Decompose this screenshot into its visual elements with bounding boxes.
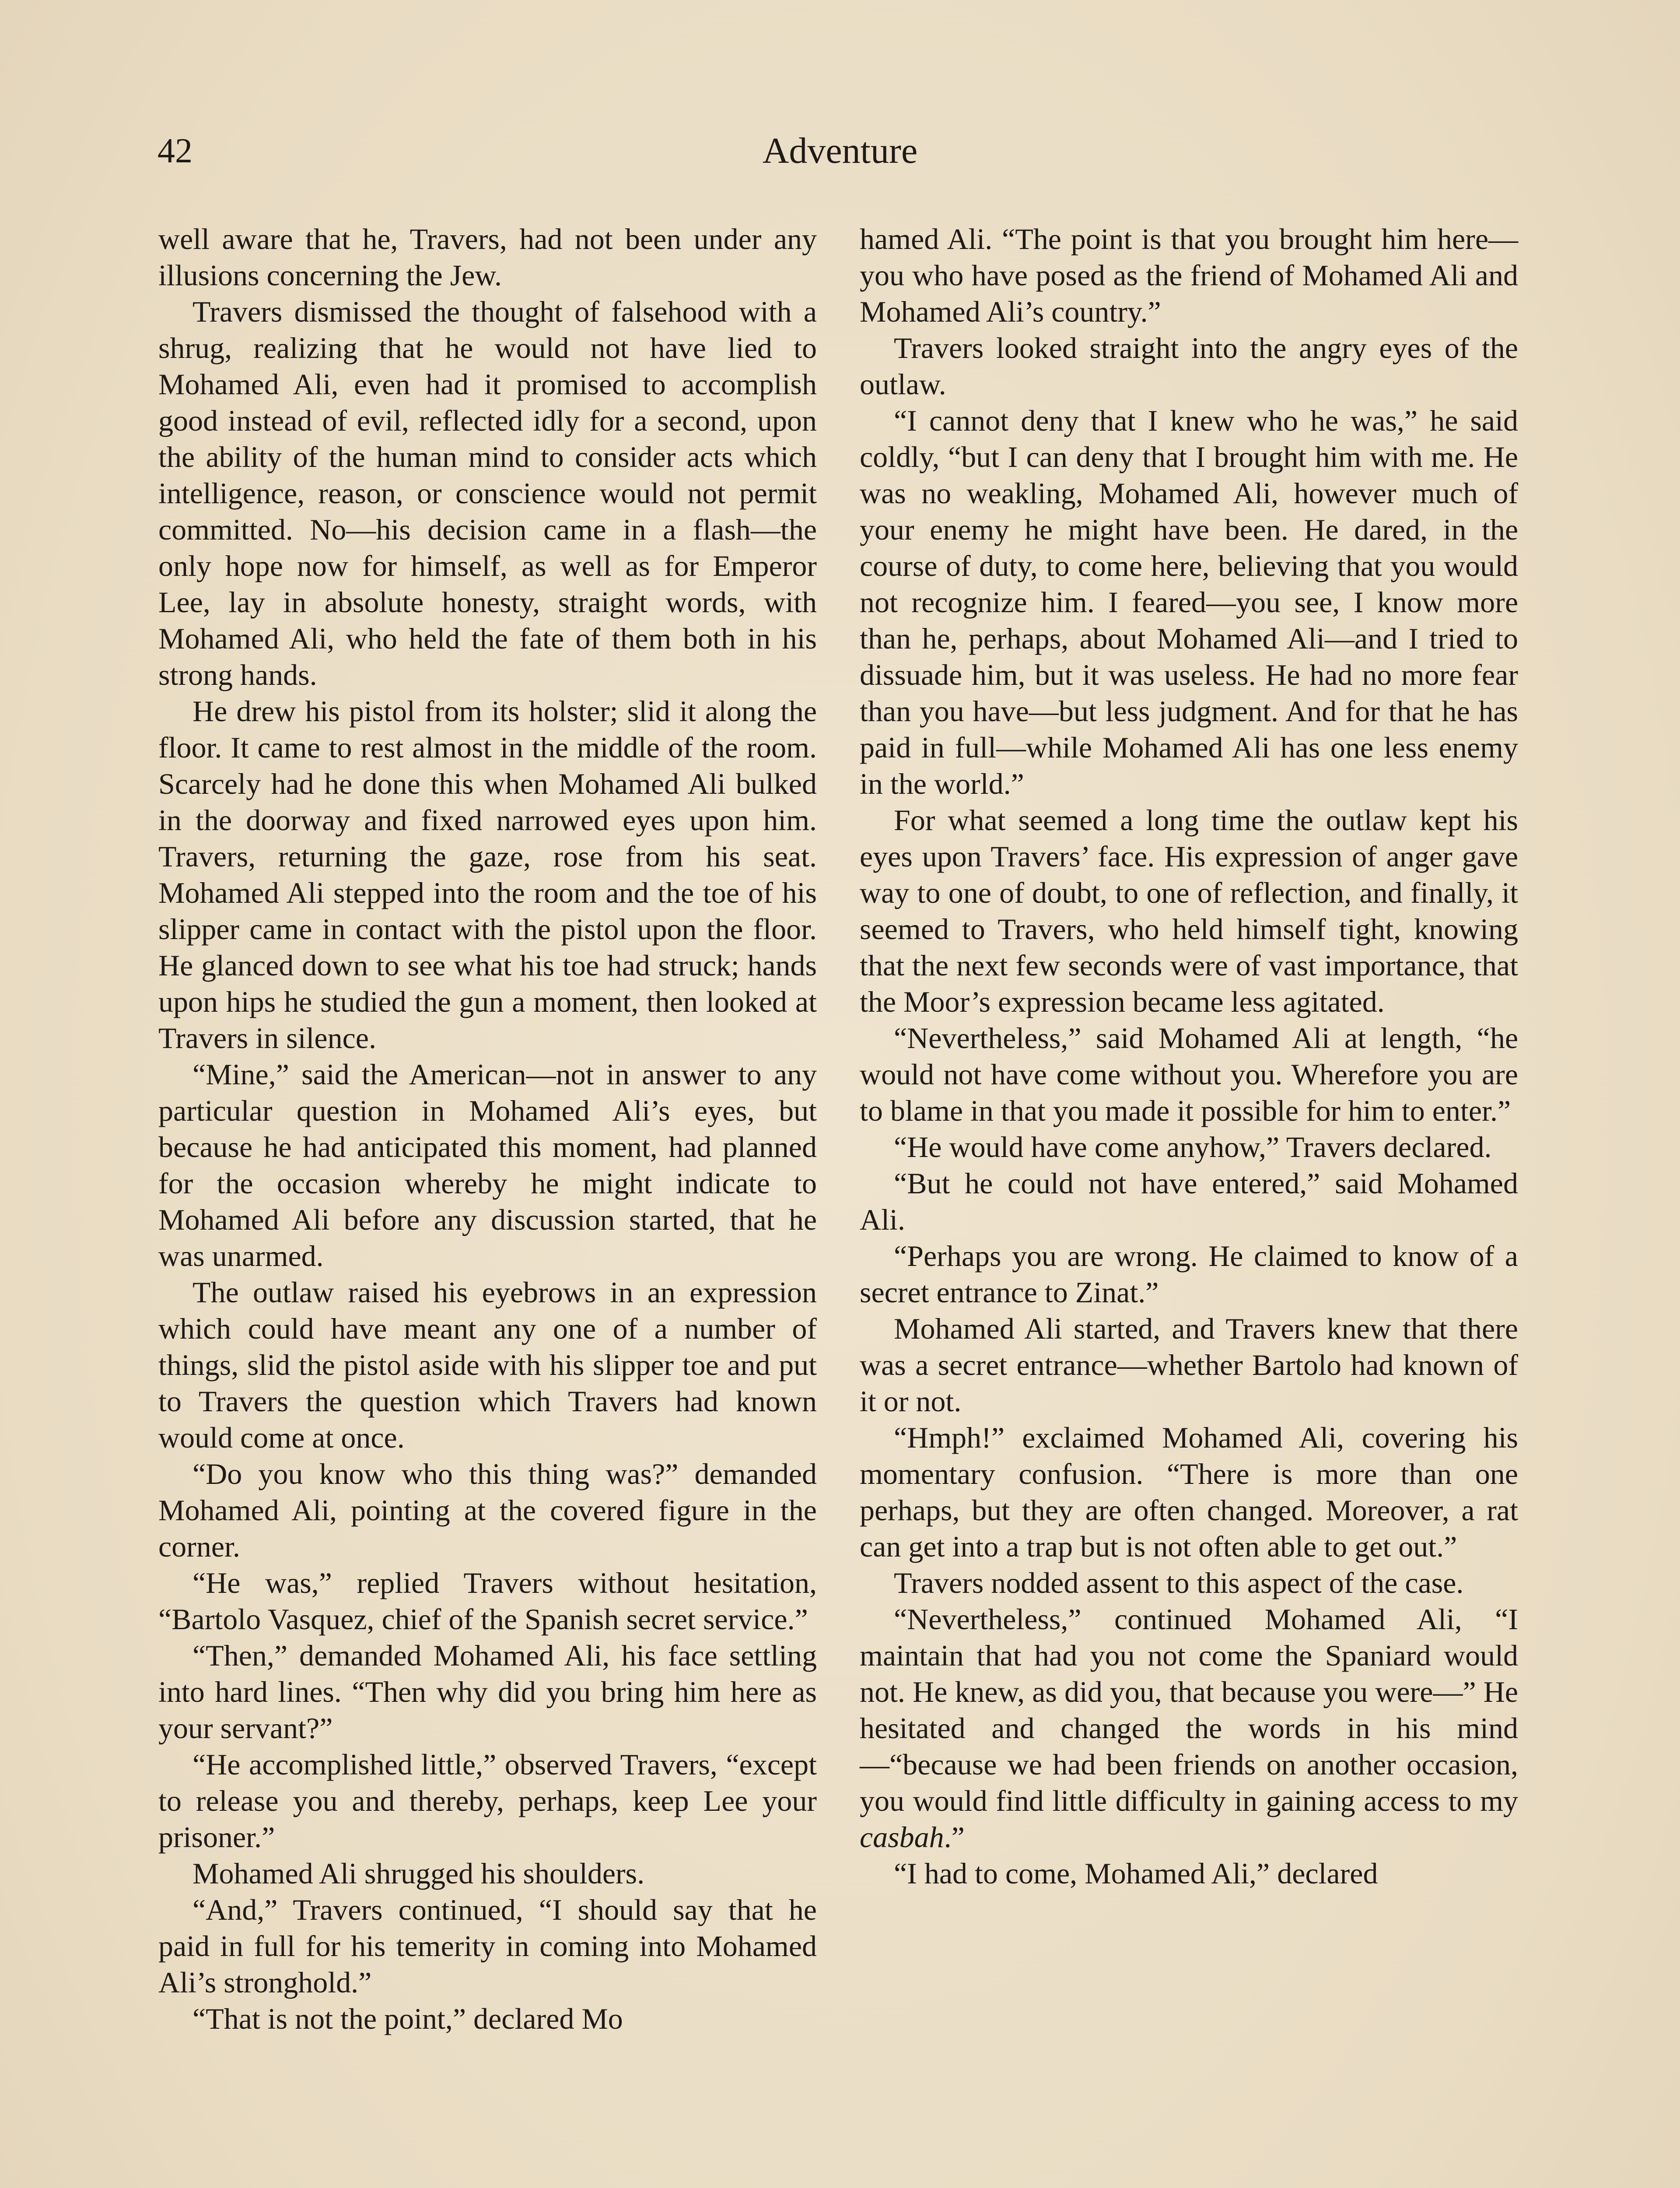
paragraph: “And,” Travers continued, “I should say that he paid in full for his temerity in coming into Mohamed Ali’s stronghold.” [158, 1893, 817, 1999]
paragraph: “Nevertheless,” continued Mohamed Ali, “I maintain that had you not come the Spaniard would not. He knew, as did you, that because you were—” He hesitated and changed the words in his mind—“because we had been friends on another occasion, you would find little difficulty in gaining access to my casbah.” [860, 1602, 1518, 1854]
paragraph: “Hmph!” exclaimed Mohamed Ali, covering his momentary confusion. “There is more than one perhaps, but they are often changed. Moreover, a rat can get into a trap but is not often able to get out.” [860, 1421, 1518, 1563]
magazine-title: Adventure [762, 130, 918, 171]
paragraph: Mohamed Ali shrugged his shoulders. [192, 1857, 645, 1890]
paragraph: “Nevertheless,” said Mohamed Ali at length, “he would not have come without you. Wherefore you are to blame in that you made it possible for him to enter.” [860, 1021, 1518, 1127]
paragraph: “But he could not have entered,” said Mohamed Ali. [860, 1167, 1518, 1236]
paragraph: Travers looked straight into the angry eyes of the outlaw. [860, 331, 1518, 401]
paragraph: “That is not the point,” declared Mo [192, 2002, 623, 2035]
paragraph: hamed Ali. “The point is that you brought him here—you who have posed as the friend of Mohamed Ali and Mohamed Ali’s country.” [860, 222, 1518, 328]
paragraph: “I cannot deny that I knew who he was,” he said coldly, “but I can deny that I brought him with me. He was no weakling, Mohamed Ali, however much of your enemy he might have been. He dared, in the course of duty, to come here, believing that you would not recognize him. I feared—you see, I know more than he, perhaps, about Mohamed Ali—and I tried to dissuade him, but it was useless. He had no more fear than you have—but less judgment. And for that he has paid in full—while Mohamed Ali has one less enemy in the world.” [860, 404, 1518, 800]
paragraph: He drew his pistol from its holster; slid it along the floor. It came to rest almost in the middle of the room. Scarcely had he done this when Mohamed Ali bulked in the doorway and fixed narrowed eyes upon him. Travers, returning the gaze, rose from his seat. Mohamed Ali stepped into the room and the toe of his slipper came in contact with the pistol upon the floor. He glanced down to see what his toe had struck; hands upon hips he studied the gun a moment, then looked at Travers in silence. [158, 694, 817, 1055]
paragraph: Mohamed Ali started, and Travers knew that there was a secret entrance—whether Bartolo had known of it or not. [860, 1312, 1518, 1418]
paragraph: Travers nodded assent to this aspect of the case. [894, 1566, 1464, 1599]
left-text-column [158, 221, 817, 2037]
paragraph: The outlaw raised his eyebrows in an expression which could have meant any one of a number of things, slid the pistol aside with his slipper toe and put to Travers the question which Travers had known would come at once. [158, 1276, 817, 1454]
paragraph: “Do you know who this thing was?” demanded Mohamed Ali, pointing at the covered figure in the corner. [158, 1457, 817, 1563]
paragraph: For what seemed a long time the outlaw kept his eyes upon Travers’ face. His expression of anger gave way to one of doubt, to one of reflection, and finally, it seemed to Travers, who held himself tight, knowing that the next few seconds were of vast importance, that the Moor’s expression became less agitated. [860, 803, 1518, 1018]
paragraph: “He was,” replied Travers without hesitation, “Bartolo Vasquez, chief of the Spanish secret service.” [158, 1566, 817, 1636]
paragraph: well aware that he, Travers, had not been under any illusions concerning the Jew. [158, 222, 817, 292]
paragraph: “He would have come anyhow,” Travers declared. [894, 1130, 1492, 1164]
page-number: 42 [158, 132, 192, 170]
paragraph: “Then,” demanded Mohamed Ali, his face settling into hard lines. “Then why did you bring him here as your servant?” [158, 1639, 817, 1745]
right-text-column [860, 221, 1518, 1892]
paragraph: “Mine,” said the American—not in answer to any particular question in Mohamed Ali’s eyes, but because he had anticipated this moment, had planned for the occasion whereby he might indicate to Mohamed Ali before any discussion started, that he was unarmed. [158, 1058, 817, 1273]
paragraph: “Perhaps you are wrong. He claimed to know of a secret entrance to Zinat.” [860, 1239, 1518, 1309]
paragraph: Travers dismissed the thought of falsehood with a shrug, realizing that he would not have lied to Mohamed Ali, even had it promised to accomplish good instead of evil, reflected idly for a second, upon the ability of the human mind to consider acts which intelligence, reason, or conscience would not permit committed. No—his decision came in a flash—the only hope now for himself, as well as for Emperor Lee, lay in absolute honesty, straight words, with Mohamed Ali, who held the fate of them both in his strong hands. [158, 295, 817, 691]
paragraph: “I had to come, Mohamed Ali,” declared [894, 1857, 1378, 1890]
page-header [158, 127, 1522, 175]
paragraph: “He accomplished little,” observed Travers, “except to release you and thereby, perhaps, keep Lee your prisoner.” [158, 1748, 817, 1854]
